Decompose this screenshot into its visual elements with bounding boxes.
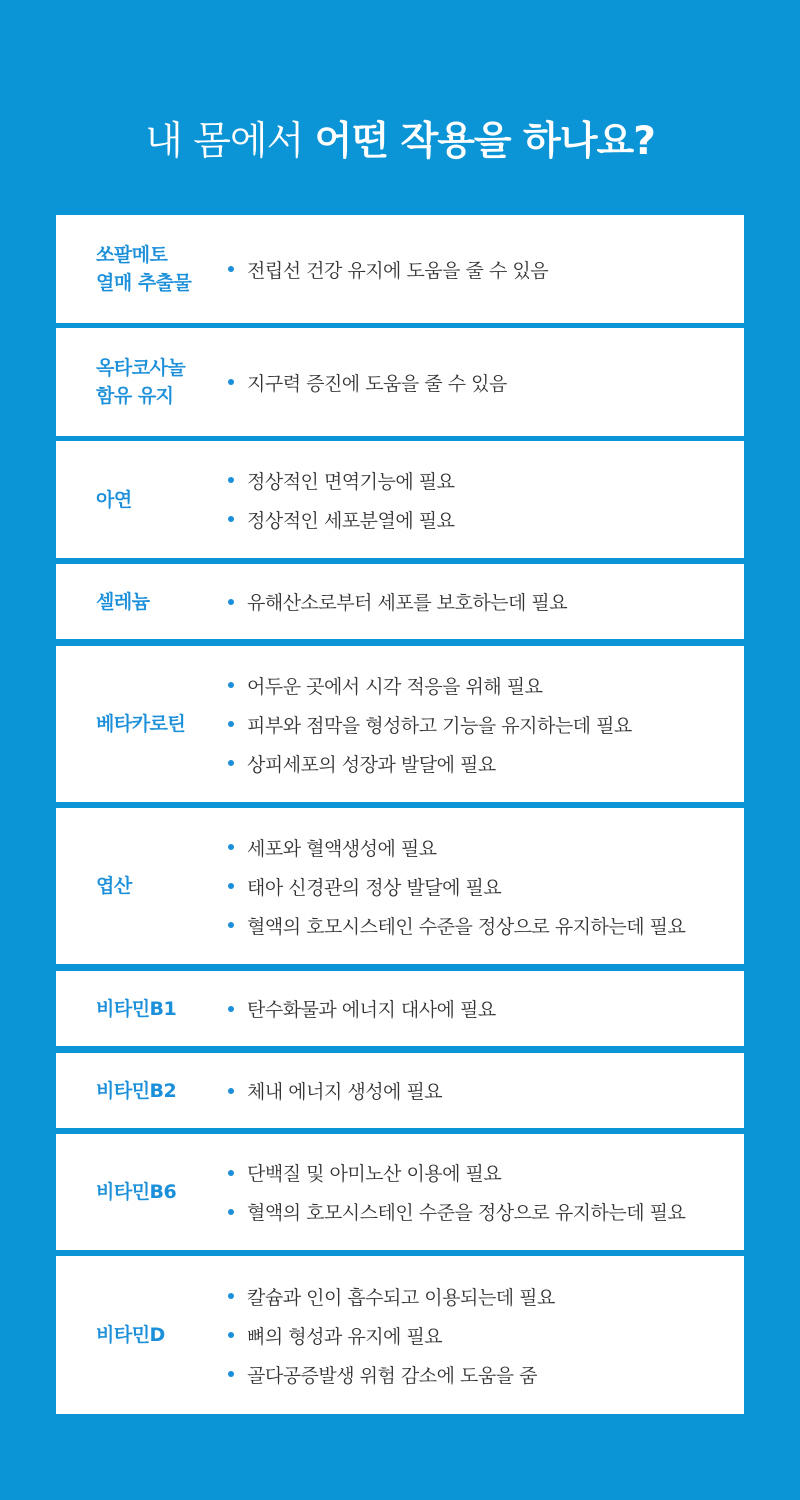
row-items xyxy=(228,328,728,436)
list-item-text: 전립선 건강 유지에 도움을 줄 수 있음 xyxy=(247,259,549,282)
bullet-icon xyxy=(228,721,234,727)
bullet-icon xyxy=(228,1209,234,1215)
bullet-icon xyxy=(228,1332,234,1338)
list-item xyxy=(228,500,728,539)
list-item xyxy=(228,1153,728,1192)
bullet-icon xyxy=(228,844,234,850)
row-label: 쏘팔메토 열매 추출물 xyxy=(96,244,192,294)
row-items xyxy=(228,1256,728,1414)
list-item-text: 탄수화물과 에너지 대사에 필요 xyxy=(247,999,496,1021)
list-item-text: 혈액의 호모시스테인 수준을 정상으로 유지하는데 필요 xyxy=(247,915,686,938)
list-item xyxy=(228,1355,728,1394)
list-item-text: 피부와 점막을 형성하고 기능을 유지하는데 필요 xyxy=(247,714,632,737)
page-title-light: 내 몸에서 xyxy=(145,119,304,164)
table-row xyxy=(56,1256,744,1414)
list-item xyxy=(228,867,728,906)
row-label: 베타카로틴 xyxy=(96,713,186,735)
list-item xyxy=(228,1277,728,1316)
bullet-icon xyxy=(228,516,234,522)
list-item-text: 세포와 혈액생성에 필요 xyxy=(247,837,437,860)
list-item-text: 체내 에너지 생성에 필요 xyxy=(247,1081,443,1103)
list-item xyxy=(228,1316,728,1355)
bullet-icon xyxy=(228,599,234,605)
list-item-text: 상피세포의 성장과 발달에 필요 xyxy=(247,753,496,776)
list-item xyxy=(228,1071,728,1110)
table-row xyxy=(56,215,744,323)
list-item-text: 정상적인 면역기능에 필요 xyxy=(247,470,455,493)
row-items xyxy=(228,215,728,323)
list-item xyxy=(228,666,728,705)
list-item-text: 어두운 곳에서 시각 적응을 위해 필요 xyxy=(247,675,543,698)
list-item xyxy=(228,250,728,289)
bullet-icon xyxy=(228,1006,234,1012)
bullet-icon xyxy=(228,1088,234,1094)
list-item-text: 칼슘과 인이 흡수되고 이용되는데 필요 xyxy=(247,1286,555,1309)
table-row xyxy=(56,808,744,964)
list-item xyxy=(228,705,728,744)
table-row xyxy=(56,441,744,558)
table-row xyxy=(56,646,744,802)
list-item xyxy=(228,744,728,783)
list-item xyxy=(228,828,728,867)
list-item-text: 혈액의 호모시스테인 수준을 정상으로 유지하는데 필요 xyxy=(247,1202,686,1224)
row-items xyxy=(228,564,728,639)
row-items xyxy=(228,441,728,558)
list-item-text: 정상적인 세포분열에 필요 xyxy=(247,509,455,532)
bullet-icon xyxy=(228,266,234,272)
row-label: 비타민B1 xyxy=(96,997,177,1020)
list-item-text: 유해산소로부터 세포를 보호하는데 필요 xyxy=(247,592,568,614)
bullet-icon xyxy=(228,922,234,928)
row-label: 엽산 xyxy=(96,875,132,897)
page-title xyxy=(0,112,800,172)
list-item-text: 골다공증발생 위험 감소에 도움을 줌 xyxy=(247,1364,537,1387)
bullet-icon xyxy=(228,1293,234,1299)
row-items xyxy=(228,1134,728,1250)
row-label: 셀레늄 xyxy=(96,590,150,613)
table-row xyxy=(56,971,744,1046)
row-items xyxy=(228,971,728,1046)
row-items xyxy=(228,1053,728,1128)
bullet-icon xyxy=(228,1371,234,1377)
list-item-text: 뼈의 형성과 유지에 필요 xyxy=(247,1325,443,1348)
list-item xyxy=(228,582,728,621)
list-item-text: 지구력 증진에 도움을 줄 수 있음 xyxy=(247,372,507,395)
list-item xyxy=(228,989,728,1028)
list-item xyxy=(228,363,728,402)
bullet-icon xyxy=(228,379,234,385)
list-item xyxy=(228,1192,728,1231)
row-label: 비타민B6 xyxy=(96,1181,177,1203)
table-row xyxy=(56,1134,744,1250)
bullet-icon xyxy=(228,682,234,688)
bullet-icon xyxy=(228,1170,234,1176)
table-row xyxy=(56,564,744,639)
list-item-text: 단백질 및 아미노산 이용에 필요 xyxy=(247,1163,502,1185)
row-items xyxy=(228,646,728,802)
list-item xyxy=(228,461,728,500)
row-label: 옥타코사놀 함유 유지 xyxy=(96,357,186,407)
row-label: 비타민B2 xyxy=(96,1079,177,1102)
page-title-bold: 어떤 작용을 하나요? xyxy=(314,119,655,164)
row-items xyxy=(228,808,728,964)
table-row xyxy=(56,1053,744,1128)
list-item xyxy=(228,906,728,945)
bullet-icon xyxy=(228,760,234,766)
row-label: 아연 xyxy=(96,488,132,511)
bullet-icon xyxy=(228,883,234,889)
list-item-text: 태아 신경관의 정상 발달에 필요 xyxy=(247,876,502,899)
row-label: 비타민D xyxy=(96,1324,165,1346)
table-row xyxy=(56,328,744,436)
bullet-icon xyxy=(228,477,234,483)
